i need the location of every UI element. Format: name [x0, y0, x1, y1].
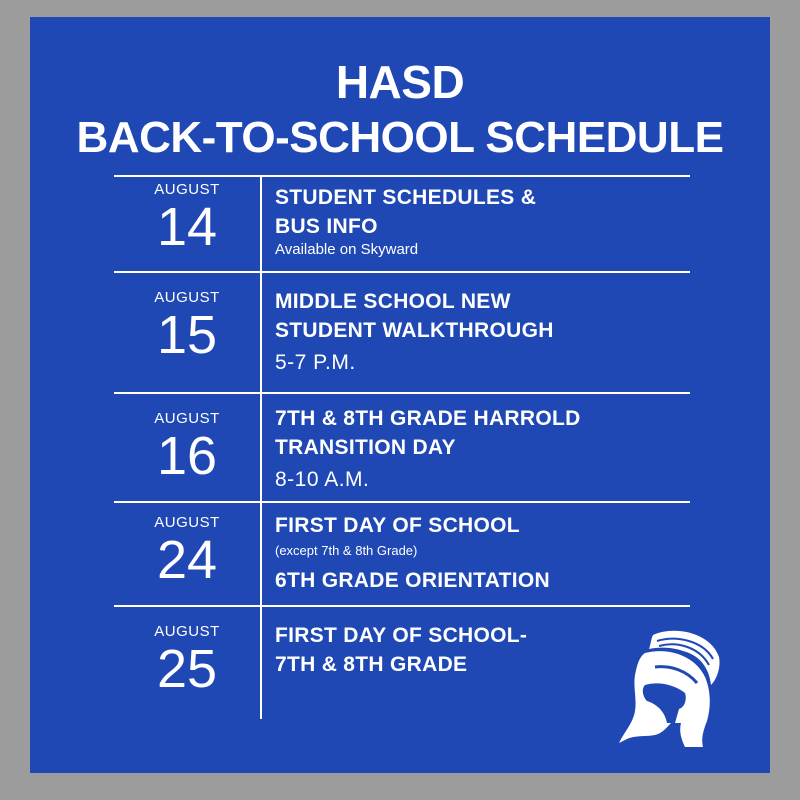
divider-vertical [260, 177, 262, 719]
event-title: 7TH & 8TH GRADE HARROLD [275, 407, 581, 430]
event-note: (except 7th & 8th Grade) [275, 543, 418, 558]
date-aug-14 [114, 181, 260, 257]
spartan-helmet-icon [615, 627, 725, 752]
date-day: 25 [156, 639, 218, 699]
schedule-poster [30, 17, 770, 773]
district-title: HASD [335, 56, 465, 108]
date-month: AUGUST [154, 623, 220, 640]
date-day: 15 [156, 305, 218, 365]
event-title: FIRST DAY OF SCHOOL- [275, 624, 528, 647]
divider-top [114, 175, 690, 177]
divider-row-4 [114, 605, 690, 607]
date-month: AUGUST [154, 289, 220, 306]
date-month: AUGUST [154, 514, 220, 531]
event-transition-day [275, 404, 705, 494]
event-title: BUS INFO [275, 215, 378, 238]
date-month: AUGUST [154, 410, 220, 427]
divider-row-3 [114, 501, 690, 503]
event-title-secondary: 6TH GRADE ORIENTATION [275, 569, 551, 592]
date-day: 24 [156, 530, 218, 590]
date-aug-16 [114, 410, 260, 486]
event-middle-school-walkthrough [275, 287, 705, 377]
event-title: FIRST DAY OF SCHOOL [275, 514, 520, 537]
event-time: 5-7 P.M. [275, 351, 356, 374]
event-detail: Available on Skyward [275, 241, 419, 258]
event-title: MIDDLE SCHOOL NEW [275, 290, 511, 313]
date-day: 14 [156, 197, 218, 257]
date-aug-15 [114, 289, 260, 365]
date-aug-25 [114, 623, 260, 699]
event-title: STUDENT WALKTHROUGH [275, 319, 554, 342]
divider-row-1 [114, 271, 690, 273]
event-title: STUDENT SCHEDULES & [275, 186, 537, 209]
event-title: 7TH & 8TH GRADE [275, 653, 468, 676]
date-month: AUGUST [154, 181, 220, 198]
event-first-day [275, 511, 705, 595]
date-day: 16 [156, 426, 218, 486]
date-aug-24 [114, 514, 260, 590]
schedule-title: BACK-TO-SCHOOL SCHEDULE [76, 113, 724, 162]
event-title: TRANSITION DAY [275, 436, 456, 459]
event-time: 8-10 A.M. [275, 468, 370, 491]
divider-row-2 [114, 392, 690, 394]
event-student-schedules [275, 183, 705, 259]
